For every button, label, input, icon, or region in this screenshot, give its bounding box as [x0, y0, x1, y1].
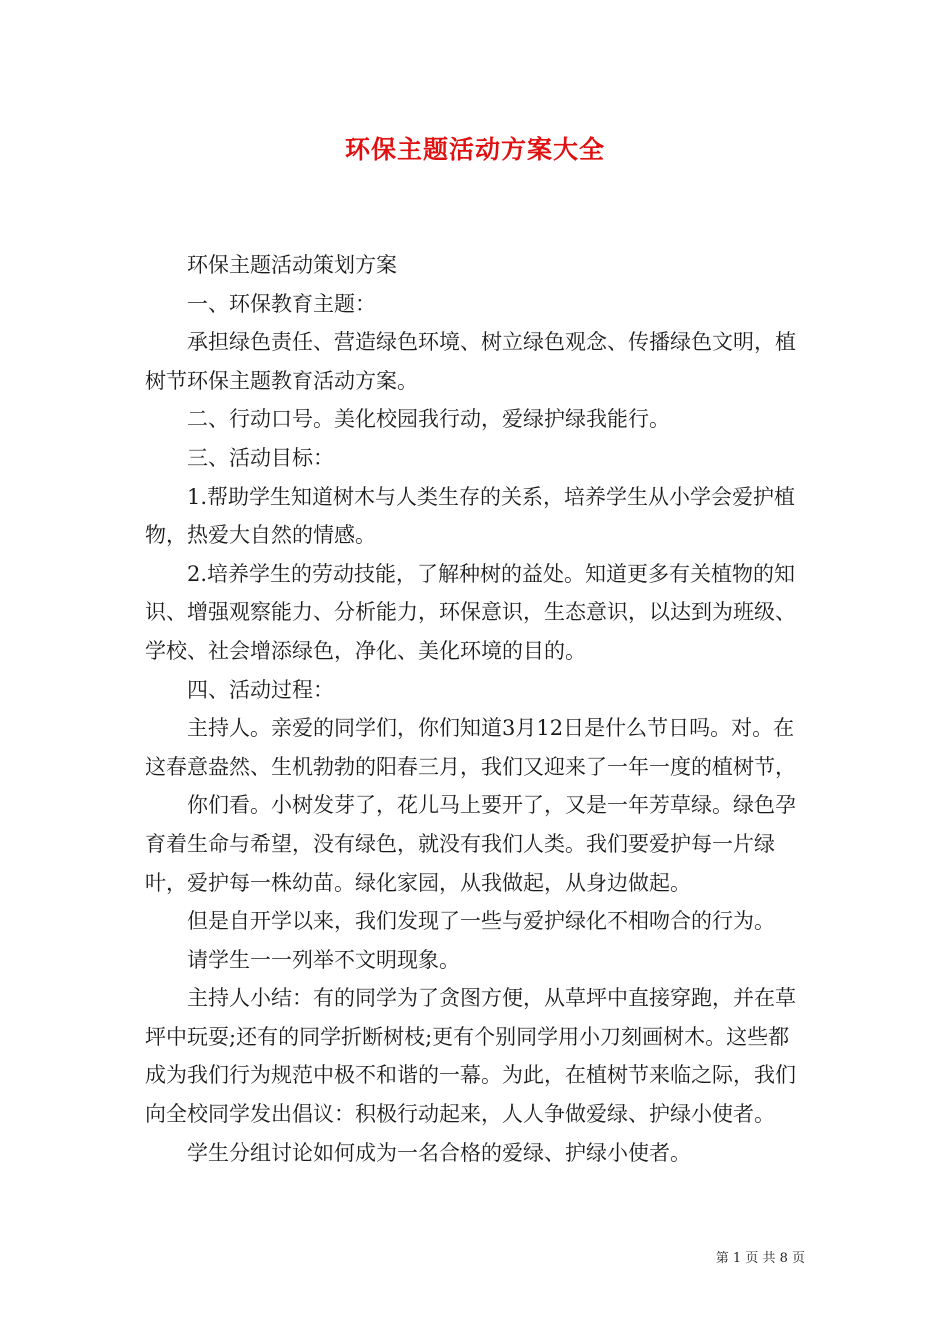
paragraph: 环保主题活动策划方案 — [187, 253, 397, 277]
paragraph: 主持人。亲爱的同学们，你们知道3月12日是什么节日吗。对。在这春意盎然、生机勃勃的阳春三月，我们又迎来了一年一度的植树节， — [145, 716, 796, 779]
paragraph: 三、活动目标： — [187, 445, 334, 470]
paragraph: 但是自开学以来，我们发现了一些与爱护绿化不相吻合的行为。 — [187, 909, 775, 934]
paragraph: 承担绿色责任、营造绿色环境、树立绿色观念、传播绿色文明，植树节环保主题教育活动方案。 — [145, 330, 796, 393]
document-title: 环保主题活动方案大全 — [344, 135, 605, 164]
paragraph: 1.帮助学生知道树木与人类生存的关系，培养学生从小学会爱护植物，热爱大自然的情感。 — [145, 484, 796, 548]
paragraph: 你们看。小树发芽了，花儿马上要开了，又是一年芳草绿。绿色孕育着生命与希望，没有绿色，就没有我们人类。我们要爱护每一片绿叶，爱护每一株幼苗。绿化家园，从我做起，从身边做起。 — [145, 793, 796, 895]
paragraph: 四、活动过程： — [187, 677, 334, 702]
paragraph: 主持人小结：有的同学为了贪图方便，从草坪中直接穿跑，并在草坪中玩耍;还有的同学折断树枝;更有个别同学用小刀刻画树木。这些都成为我们行为规范中极不和谐的一幕。为此，在植树节来临之际，我们向全校同学发出倡议：积极行动起来，人人争做爱绿、护绿小使者。 — [145, 986, 796, 1127]
paragraph: 学生分组讨论如何成为一名合格的爱绿、护绿小使者。 — [187, 1140, 691, 1165]
paragraph: 二、行动口号。美化校园我行动，爱绿护绿我能行。 — [187, 407, 670, 432]
paragraph: 2.培养学生的劳动技能，了解种树的益处。知道更多有关植物的知识、增强观察能力、分析能力，环保意识，生态意识，以达到为班级、学校、社会增添绿色，净化、美化环境的目的。 — [145, 561, 796, 663]
paragraph: 请学生一一列举不文明现象。 — [187, 947, 460, 972]
page-number: 第 1 页 共 8 页 — [715, 1251, 805, 1266]
document-body — [145, 246, 810, 1172]
paragraph: 一、环保教育主题： — [187, 291, 376, 316]
